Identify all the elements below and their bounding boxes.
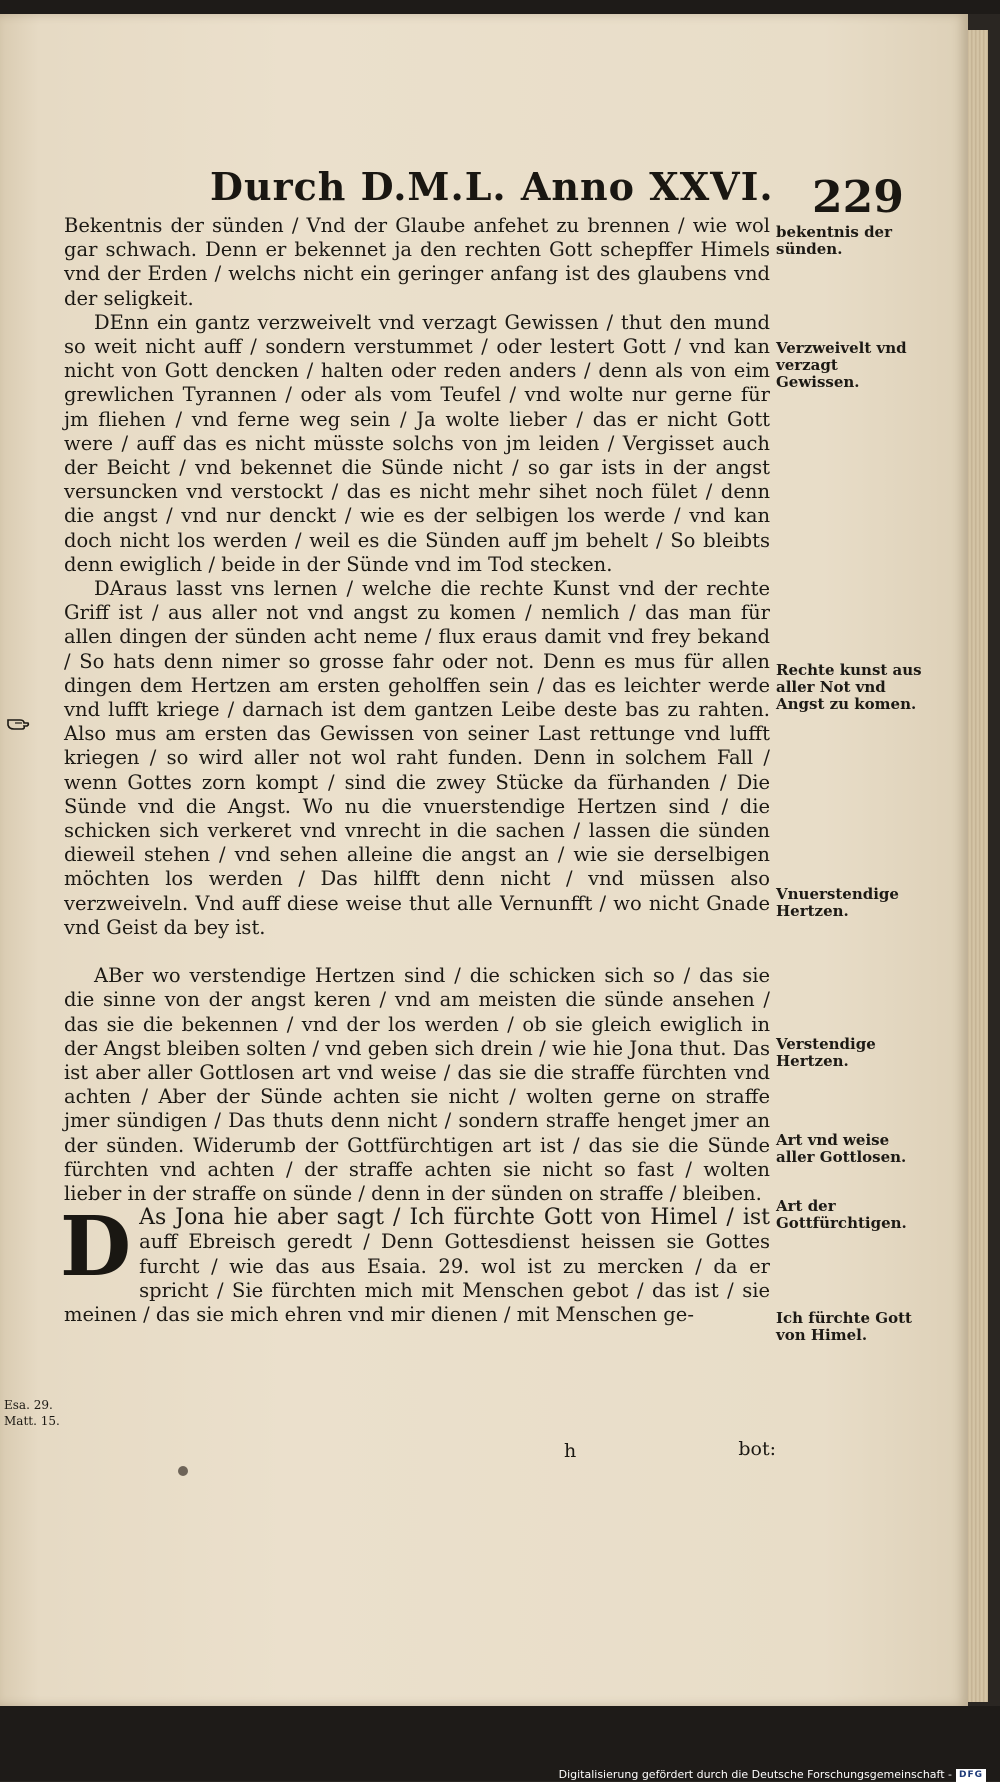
paragraph-3: DAraus lasst vns lernen / welche die rechte Kunst vnd der rechte Griff ist / aus aller not vnd angst zu komen / nemlich / das man für allen dingen der sünden acht neme / flux eraus damit vnd frey bekand / So hats denn nimer so grosse fahr oder not. Denn es mus für allen dingen dem Hertzen am ersten geholffen sein / das es leichter werde vnd lufft kriege / darnach ist dem gantzen Leibe deste bas zu rahten. Also mus am ersten das Gewissen von seiner Last rettunge vnd lufft kriegen / so wird aller not wol raht funden. Denn in solchem Fall / wenn Gottes zorn kompt / sind die zwey Stücke da fürhanden / Die Sünde vnd die Angst. Wo nu die vnuerstendige Hertzen sind / die schicken sich verkeret vnd vnrecht in die sachen / lassen die sünden dieweil stehen / vnd sehen alleine die angst an / wie sie derselbigen möchten los werden / Das hilfft denn nicht / vnd müssen also verzweiveln. Vnd auff diese weise thut alle Vernunfft / wo nicht Gnade vnd Geist da bey ist. (64, 577, 770, 939)
margin-gloss-8: Ich fürchte Gott von Himel. (776, 1309, 912, 1344)
credit-text: Digitalisierung gefördert durch die Deutsche Forschungsgemeinschaft - (558, 1768, 952, 1781)
margin-gloss-2: Verzweivelt vnd verzagt Gewissen. (776, 339, 907, 391)
paragraph-4: ABer wo verstendige Hertzen sind / die schicken sich so / das sie die sinne von der angst keren / vnd am meisten die sünde ansehen / das sie die bekennen / vnd der los werden / ob sie gleich ewiglich in der Angst bleiben solten / vnd geben sich drein / wie hie Jona thut. Das ist aber aller Gottlosen art vnd weise / das sie die straffe fürchten vnd achten / Aber der Sünde achten sie nicht / wolten gerne on straffe jmer sündigen / Das thuts denn nicht / sondern straffe henget jmer an der sünden. Widerumb der Gottfürchtigen art ist / das sie die Sünde fürchten vnd achten / der straffe achten sie nicht so fast / wolten lieber in der straffe on sünde / denn in der sünden on straffe / bleiben. (64, 964, 770, 1205)
page-edge (968, 30, 988, 1702)
margin-gloss-5: Verstendige Hertzen. (776, 1035, 876, 1070)
scan-border-top (0, 0, 1000, 14)
drop-capital: D (60, 1199, 132, 1296)
running-head: Durch D.M.L. Anno XXVI. (210, 164, 774, 209)
paper-blemish (178, 1466, 188, 1476)
manicule-icon (6, 714, 30, 736)
paragraph-1: Bekentnis der sünden / Vnd der Glaube anfehet zu brennen / wie wol gar schwach. Denn er bekennet ja den rechten Gott schepffer Himels vnd der Erden / welchs nicht ein geringer anfang ist des glaubens vnd der seligkeit. (64, 214, 770, 310)
margin-gloss-3: Rechte kunst aus aller Not vnd Angst zu komen. (776, 661, 922, 713)
paragraph-5-text: auff Ebreisch geredt / Denn Gottesdienst heissen sie Gottes furcht / wie das aus Esaia. 29. wol ist zu mercken / da er spricht / Sie fürchten mich mit Menschen gebot / das ist / sie meinen / das sie mich ehren vnd mir dienen / mit Menschen ge- (64, 1230, 770, 1326)
margin-gloss-4: Vnuerstendige Hertzen. (776, 885, 899, 920)
signature-mark: h (564, 1440, 577, 1462)
digitization-credit (559, 1768, 986, 1782)
paragraph-5 (60, 1199, 770, 1327)
left-note-1: Esa. 29. (4, 1398, 53, 1412)
book-page (0, 14, 968, 1706)
left-note-2: Matt. 15. (4, 1414, 60, 1428)
paragraph-2: DEnn ein gantz verzweivelt vnd verzagt Gewissen / thut den mund so weit nicht auff / sondern verstummet / oder lestert Gott / vnd kan nicht von Gott dencken / halten oder reden anders / denn als von eim grewlichen Tyrannen / oder als vom Teufel / vnd wolte nur gerne für jm fliehen / vnd ferne weg sein / Ja wolte lieber / das er nicht Gott were / auff das es nicht müsste solchs von jm leiden / Vergisset auch der Beicht / vnd bekennet die Sünde nicht / so gar ists in der angst versuncken vnd verstockt / das es nicht mehr sihet noch fület / denn die angst / vnd nur denckt / wie es der selbigen los werde / vnd kan doch nicht los werden / weil es die Sünden auff jm behelt / So bleibts denn ewiglich / beide in der Sünde vnd im Tod stecken. (64, 310, 770, 576)
margin-gloss-7: Art der Gottfürchtigen. (776, 1197, 907, 1232)
paragraph-5-lead: As Jona hie aber sagt / Ich fürchte Gott von Himel / ist (139, 1205, 770, 1231)
page-number: 229 (812, 172, 904, 223)
margin-gloss-1: bekentnis der sünden. (776, 223, 893, 258)
dfg-logo: DFG (956, 1769, 986, 1782)
body-text (60, 214, 770, 1479)
scan-footer (0, 1706, 1000, 1781)
margin-gloss-6: Art vnd weise aller Gottlosen. (776, 1131, 907, 1166)
catchword: bot: (738, 1438, 776, 1460)
